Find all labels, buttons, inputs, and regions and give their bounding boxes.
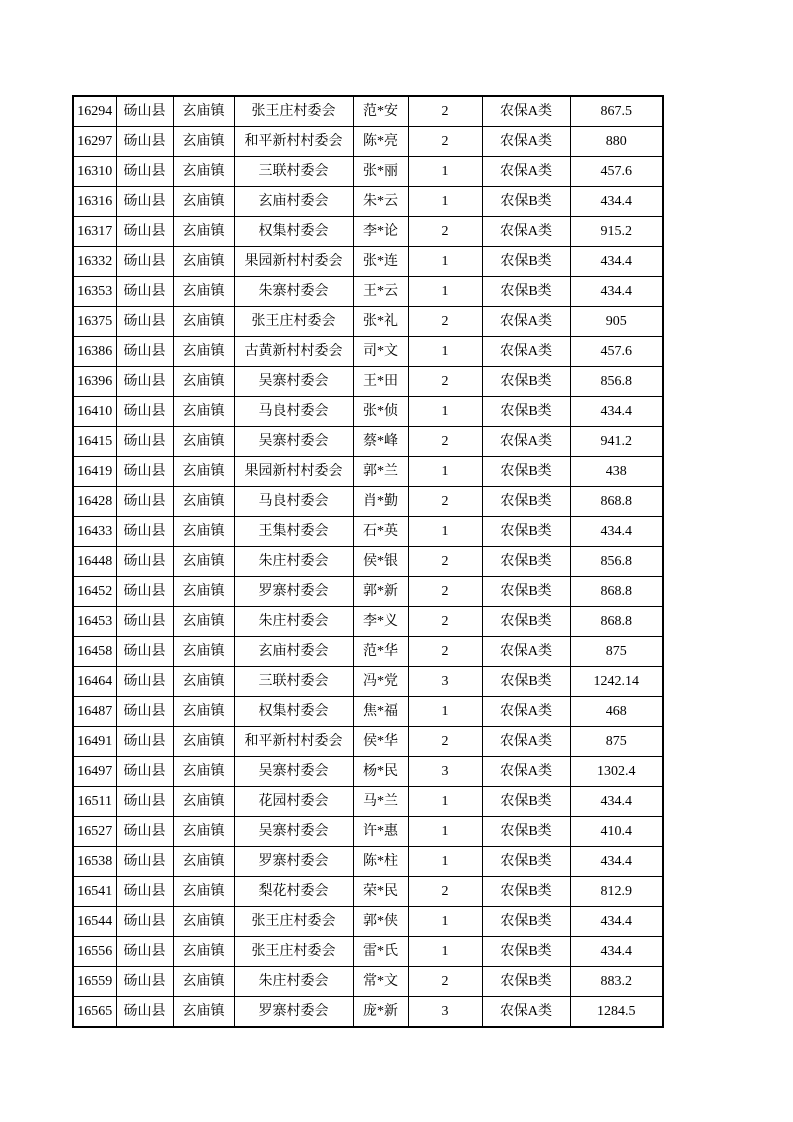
town-cell: 玄庙镇 [173, 697, 234, 727]
name-cell: 石*英 [353, 517, 408, 547]
id-cell: 16294 [73, 96, 116, 127]
category-cell: 农保B类 [482, 607, 570, 637]
town-cell: 玄庙镇 [173, 757, 234, 787]
amount-cell: 434.4 [570, 247, 663, 277]
village-cell: 罗寨村委会 [234, 847, 353, 877]
amount-cell: 457.6 [570, 337, 663, 367]
category-cell: 农保B类 [482, 577, 570, 607]
village-cell: 和平新村村委会 [234, 127, 353, 157]
name-cell: 王*云 [353, 277, 408, 307]
name-cell: 范*华 [353, 637, 408, 667]
town-cell: 玄庙镇 [173, 517, 234, 547]
village-cell: 果园新村村委会 [234, 247, 353, 277]
town-cell: 玄庙镇 [173, 607, 234, 637]
count-cell: 1 [408, 397, 482, 427]
amount-cell: 941.2 [570, 427, 663, 457]
village-cell: 古黄新村村委会 [234, 337, 353, 367]
county-cell: 砀山县 [116, 187, 173, 217]
name-cell: 侯*华 [353, 727, 408, 757]
name-cell: 郭*新 [353, 577, 408, 607]
table-row [73, 397, 663, 427]
table-row [73, 937, 663, 967]
table-row [73, 217, 663, 247]
table-row [73, 187, 663, 217]
town-cell: 玄庙镇 [173, 997, 234, 1028]
town-cell: 玄庙镇 [173, 967, 234, 997]
village-cell: 马良村委会 [234, 487, 353, 517]
count-cell: 1 [408, 187, 482, 217]
name-cell: 马*兰 [353, 787, 408, 817]
id-cell: 16527 [73, 817, 116, 847]
table-row [73, 96, 663, 127]
name-cell: 肖*勤 [353, 487, 408, 517]
id-cell: 16332 [73, 247, 116, 277]
amount-cell: 434.4 [570, 937, 663, 967]
town-cell: 玄庙镇 [173, 487, 234, 517]
table-row [73, 127, 663, 157]
category-cell: 农保B类 [482, 457, 570, 487]
name-cell: 张*侦 [353, 397, 408, 427]
name-cell: 荣*民 [353, 877, 408, 907]
village-cell: 玄庙村委会 [234, 187, 353, 217]
amount-cell: 410.4 [570, 817, 663, 847]
category-cell: 农保A类 [482, 217, 570, 247]
town-cell: 玄庙镇 [173, 187, 234, 217]
town-cell: 玄庙镇 [173, 847, 234, 877]
village-cell: 权集村委会 [234, 697, 353, 727]
table-row [73, 487, 663, 517]
id-cell: 16544 [73, 907, 116, 937]
town-cell: 玄庙镇 [173, 907, 234, 937]
county-cell: 砀山县 [116, 907, 173, 937]
village-cell: 花园村委会 [234, 787, 353, 817]
name-cell: 张*礼 [353, 307, 408, 337]
name-cell: 庞*新 [353, 997, 408, 1028]
count-cell: 1 [408, 517, 482, 547]
amount-cell: 434.4 [570, 907, 663, 937]
category-cell: 农保B类 [482, 817, 570, 847]
category-cell: 农保B类 [482, 877, 570, 907]
name-cell: 雷*氏 [353, 937, 408, 967]
county-cell: 砀山县 [116, 367, 173, 397]
county-cell: 砀山县 [116, 217, 173, 247]
name-cell: 郭*侠 [353, 907, 408, 937]
amount-cell: 875 [570, 637, 663, 667]
village-cell: 朱庄村委会 [234, 547, 353, 577]
category-cell: 农保A类 [482, 697, 570, 727]
amount-cell: 868.8 [570, 577, 663, 607]
table-row [73, 787, 663, 817]
amount-cell: 1302.4 [570, 757, 663, 787]
id-cell: 16511 [73, 787, 116, 817]
village-cell: 吴寨村委会 [234, 427, 353, 457]
id-cell: 16297 [73, 127, 116, 157]
county-cell: 砀山县 [116, 337, 173, 367]
village-cell: 张王庄村委会 [234, 96, 353, 127]
amount-cell: 438 [570, 457, 663, 487]
county-cell: 砀山县 [116, 247, 173, 277]
category-cell: 农保B类 [482, 517, 570, 547]
village-cell: 和平新村村委会 [234, 727, 353, 757]
village-cell: 吴寨村委会 [234, 367, 353, 397]
amount-cell: 434.4 [570, 787, 663, 817]
id-cell: 16497 [73, 757, 116, 787]
category-cell: 农保B类 [482, 487, 570, 517]
count-cell: 3 [408, 667, 482, 697]
id-cell: 16491 [73, 727, 116, 757]
county-cell: 砀山县 [116, 607, 173, 637]
county-cell: 砀山县 [116, 757, 173, 787]
count-cell: 2 [408, 307, 482, 337]
table-row [73, 757, 663, 787]
count-cell: 1 [408, 907, 482, 937]
name-cell: 李*论 [353, 217, 408, 247]
table-row [73, 727, 663, 757]
category-cell: 农保B类 [482, 547, 570, 577]
table-row [73, 607, 663, 637]
id-cell: 16396 [73, 367, 116, 397]
count-cell: 1 [408, 697, 482, 727]
id-cell: 16453 [73, 607, 116, 637]
amount-cell: 434.4 [570, 397, 663, 427]
name-cell: 王*田 [353, 367, 408, 397]
amount-cell: 468 [570, 697, 663, 727]
town-cell: 玄庙镇 [173, 337, 234, 367]
village-cell: 果园新村村委会 [234, 457, 353, 487]
town-cell: 玄庙镇 [173, 667, 234, 697]
category-cell: 农保A类 [482, 157, 570, 187]
table-row [73, 577, 663, 607]
id-cell: 16415 [73, 427, 116, 457]
count-cell: 2 [408, 367, 482, 397]
count-cell: 2 [408, 427, 482, 457]
amount-cell: 1284.5 [570, 997, 663, 1028]
town-cell: 玄庙镇 [173, 817, 234, 847]
id-cell: 16419 [73, 457, 116, 487]
category-cell: 农保B类 [482, 367, 570, 397]
county-cell: 砀山县 [116, 457, 173, 487]
category-cell: 农保A类 [482, 127, 570, 157]
village-cell: 吴寨村委会 [234, 757, 353, 787]
village-cell: 罗寨村委会 [234, 997, 353, 1028]
category-cell: 农保B类 [482, 277, 570, 307]
amount-cell: 867.5 [570, 96, 663, 127]
village-cell: 朱庄村委会 [234, 967, 353, 997]
table-row [73, 457, 663, 487]
town-cell: 玄庙镇 [173, 247, 234, 277]
town-cell: 玄庙镇 [173, 277, 234, 307]
id-cell: 16538 [73, 847, 116, 877]
table-row [73, 277, 663, 307]
table-row [73, 667, 663, 697]
table-row [73, 547, 663, 577]
count-cell: 1 [408, 277, 482, 307]
amount-cell: 868.8 [570, 607, 663, 637]
id-cell: 16565 [73, 997, 116, 1028]
category-cell: 农保A类 [482, 757, 570, 787]
count-cell: 2 [408, 547, 482, 577]
id-cell: 16458 [73, 637, 116, 667]
table-row [73, 997, 663, 1028]
id-cell: 16410 [73, 397, 116, 427]
category-cell: 农保B类 [482, 937, 570, 967]
count-cell: 1 [408, 817, 482, 847]
category-cell: 农保A类 [482, 727, 570, 757]
village-cell: 张王庄村委会 [234, 937, 353, 967]
count-cell: 1 [408, 457, 482, 487]
category-cell: 农保B类 [482, 787, 570, 817]
town-cell: 玄庙镇 [173, 217, 234, 247]
village-cell: 玄庙村委会 [234, 637, 353, 667]
table-row [73, 907, 663, 937]
id-cell: 16375 [73, 307, 116, 337]
name-cell: 陈*柱 [353, 847, 408, 877]
county-cell: 砀山县 [116, 937, 173, 967]
amount-cell: 1242.14 [570, 667, 663, 697]
county-cell: 砀山县 [116, 517, 173, 547]
county-cell: 砀山县 [116, 697, 173, 727]
county-cell: 砀山县 [116, 547, 173, 577]
town-cell: 玄庙镇 [173, 397, 234, 427]
count-cell: 1 [408, 157, 482, 187]
county-cell: 砀山县 [116, 96, 173, 127]
county-cell: 砀山县 [116, 157, 173, 187]
amount-cell: 856.8 [570, 547, 663, 577]
name-cell: 侯*银 [353, 547, 408, 577]
count-cell: 2 [408, 127, 482, 157]
table-row [73, 307, 663, 337]
village-cell: 三联村委会 [234, 667, 353, 697]
name-cell: 张*丽 [353, 157, 408, 187]
category-cell: 农保B类 [482, 397, 570, 427]
amount-cell: 883.2 [570, 967, 663, 997]
county-cell: 砀山县 [116, 307, 173, 337]
count-cell: 2 [408, 727, 482, 757]
name-cell: 蔡*峰 [353, 427, 408, 457]
category-cell: 农保A类 [482, 997, 570, 1028]
village-cell: 王集村委会 [234, 517, 353, 547]
name-cell: 常*文 [353, 967, 408, 997]
category-cell: 农保B类 [482, 907, 570, 937]
category-cell: 农保B类 [482, 967, 570, 997]
town-cell: 玄庙镇 [173, 637, 234, 667]
table-row [73, 847, 663, 877]
table-row [73, 427, 663, 457]
town-cell: 玄庙镇 [173, 727, 234, 757]
count-cell: 2 [408, 487, 482, 517]
table-row [73, 157, 663, 187]
town-cell: 玄庙镇 [173, 457, 234, 487]
village-cell: 朱庄村委会 [234, 607, 353, 637]
name-cell: 杨*民 [353, 757, 408, 787]
category-cell: 农保A类 [482, 427, 570, 457]
table-row [73, 337, 663, 367]
county-cell: 砀山县 [116, 577, 173, 607]
table-body [73, 96, 663, 1027]
table-row [73, 637, 663, 667]
category-cell: 农保B类 [482, 847, 570, 877]
id-cell: 16448 [73, 547, 116, 577]
name-cell: 陈*亮 [353, 127, 408, 157]
category-cell: 农保A类 [482, 637, 570, 667]
count-cell: 2 [408, 967, 482, 997]
id-cell: 16464 [73, 667, 116, 697]
category-cell: 农保A类 [482, 307, 570, 337]
amount-cell: 434.4 [570, 187, 663, 217]
amount-cell: 875 [570, 727, 663, 757]
table-row [73, 247, 663, 277]
village-cell: 马良村委会 [234, 397, 353, 427]
county-cell: 砀山县 [116, 997, 173, 1028]
name-cell: 郭*兰 [353, 457, 408, 487]
id-cell: 16386 [73, 337, 116, 367]
id-cell: 16310 [73, 157, 116, 187]
data-table [72, 95, 664, 1028]
count-cell: 2 [408, 217, 482, 247]
village-cell: 罗寨村委会 [234, 577, 353, 607]
amount-cell: 434.4 [570, 517, 663, 547]
name-cell: 冯*党 [353, 667, 408, 697]
county-cell: 砀山县 [116, 637, 173, 667]
county-cell: 砀山县 [116, 727, 173, 757]
village-cell: 张王庄村委会 [234, 907, 353, 937]
amount-cell: 434.4 [570, 847, 663, 877]
count-cell: 2 [408, 577, 482, 607]
id-cell: 16353 [73, 277, 116, 307]
id-cell: 16452 [73, 577, 116, 607]
village-cell: 吴寨村委会 [234, 817, 353, 847]
county-cell: 砀山县 [116, 847, 173, 877]
id-cell: 16428 [73, 487, 116, 517]
category-cell: 农保A类 [482, 96, 570, 127]
amount-cell: 434.4 [570, 277, 663, 307]
name-cell: 许*惠 [353, 817, 408, 847]
name-cell: 朱*云 [353, 187, 408, 217]
county-cell: 砀山县 [116, 427, 173, 457]
count-cell: 2 [408, 877, 482, 907]
name-cell: 司*文 [353, 337, 408, 367]
count-cell: 2 [408, 607, 482, 637]
category-cell: 农保B类 [482, 247, 570, 277]
name-cell: 焦*福 [353, 697, 408, 727]
id-cell: 16559 [73, 967, 116, 997]
village-cell: 三联村委会 [234, 157, 353, 187]
category-cell: 农保A类 [482, 337, 570, 367]
table-row [73, 877, 663, 907]
town-cell: 玄庙镇 [173, 307, 234, 337]
id-cell: 16317 [73, 217, 116, 247]
county-cell: 砀山县 [116, 127, 173, 157]
count-cell: 3 [408, 997, 482, 1028]
village-cell: 梨花村委会 [234, 877, 353, 907]
table-row [73, 697, 663, 727]
amount-cell: 868.8 [570, 487, 663, 517]
count-cell: 1 [408, 847, 482, 877]
town-cell: 玄庙镇 [173, 577, 234, 607]
county-cell: 砀山县 [116, 487, 173, 517]
id-cell: 16556 [73, 937, 116, 967]
town-cell: 玄庙镇 [173, 877, 234, 907]
count-cell: 2 [408, 96, 482, 127]
id-cell: 16433 [73, 517, 116, 547]
county-cell: 砀山县 [116, 277, 173, 307]
category-cell: 农保B类 [482, 187, 570, 217]
town-cell: 玄庙镇 [173, 427, 234, 457]
category-cell: 农保B类 [482, 667, 570, 697]
table-row [73, 967, 663, 997]
town-cell: 玄庙镇 [173, 96, 234, 127]
count-cell: 1 [408, 787, 482, 817]
town-cell: 玄庙镇 [173, 157, 234, 187]
county-cell: 砀山县 [116, 397, 173, 427]
amount-cell: 856.8 [570, 367, 663, 397]
count-cell: 1 [408, 337, 482, 367]
county-cell: 砀山县 [116, 667, 173, 697]
name-cell: 范*安 [353, 96, 408, 127]
amount-cell: 915.2 [570, 217, 663, 247]
town-cell: 玄庙镇 [173, 937, 234, 967]
county-cell: 砀山县 [116, 967, 173, 997]
village-cell: 张王庄村委会 [234, 307, 353, 337]
town-cell: 玄庙镇 [173, 787, 234, 817]
town-cell: 玄庙镇 [173, 127, 234, 157]
id-cell: 16487 [73, 697, 116, 727]
village-cell: 权集村委会 [234, 217, 353, 247]
county-cell: 砀山县 [116, 817, 173, 847]
county-cell: 砀山县 [116, 787, 173, 817]
table-row [73, 817, 663, 847]
id-cell: 16541 [73, 877, 116, 907]
name-cell: 李*义 [353, 607, 408, 637]
amount-cell: 880 [570, 127, 663, 157]
amount-cell: 457.6 [570, 157, 663, 187]
count-cell: 1 [408, 937, 482, 967]
count-cell: 2 [408, 637, 482, 667]
county-cell: 砀山县 [116, 877, 173, 907]
town-cell: 玄庙镇 [173, 547, 234, 577]
table-row [73, 517, 663, 547]
table-row [73, 367, 663, 397]
amount-cell: 905 [570, 307, 663, 337]
count-cell: 3 [408, 757, 482, 787]
count-cell: 1 [408, 247, 482, 277]
id-cell: 16316 [73, 187, 116, 217]
town-cell: 玄庙镇 [173, 367, 234, 397]
name-cell: 张*连 [353, 247, 408, 277]
amount-cell: 812.9 [570, 877, 663, 907]
village-cell: 朱寨村委会 [234, 277, 353, 307]
